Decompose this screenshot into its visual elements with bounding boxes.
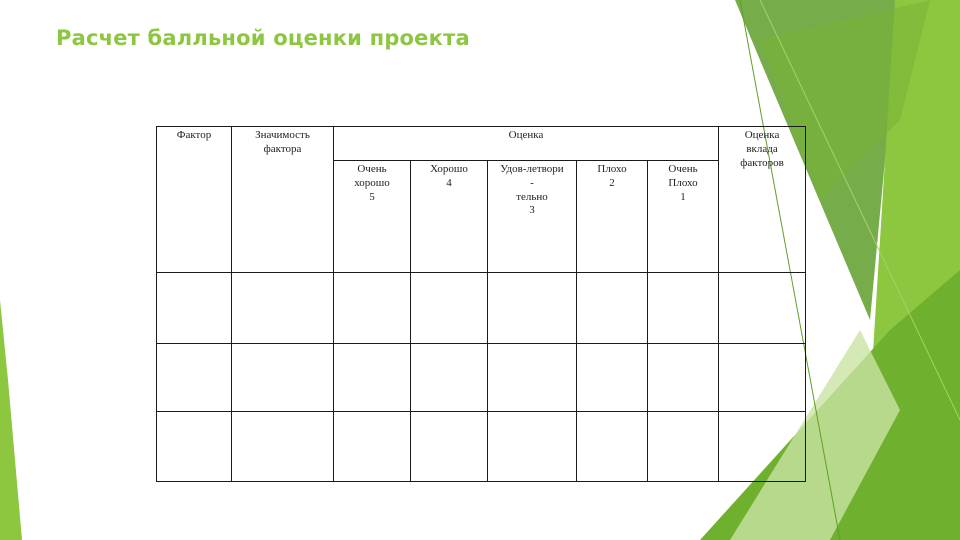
header-rating-label: Оценка xyxy=(508,129,544,141)
rating-1 xyxy=(648,161,719,273)
rating-3 xyxy=(488,161,577,273)
table-cell[interactable] xyxy=(719,411,806,481)
score-table xyxy=(156,126,806,482)
table-cell[interactable] xyxy=(488,343,577,411)
rating-4 xyxy=(411,161,488,273)
header-weight xyxy=(232,127,334,273)
table-cell[interactable] xyxy=(577,343,648,411)
table-cell[interactable] xyxy=(648,343,719,411)
table-cell[interactable] xyxy=(648,273,719,343)
table-row xyxy=(157,343,806,411)
table-cell[interactable] xyxy=(334,411,411,481)
rating-5 xyxy=(334,161,411,273)
rating-2 xyxy=(577,161,648,273)
table-cell[interactable] xyxy=(719,343,806,411)
table-cell[interactable] xyxy=(411,343,488,411)
rating-5-label: Очень хорошо 5 xyxy=(354,163,390,203)
table-cell[interactable] xyxy=(157,411,232,481)
table-row xyxy=(157,273,806,343)
header-rating xyxy=(334,127,719,161)
header-contribution-label: Оценка вклада факторов xyxy=(740,129,784,169)
table-cell[interactable] xyxy=(488,273,577,343)
table-cell[interactable] xyxy=(232,343,334,411)
table-cell[interactable] xyxy=(719,273,806,343)
header-contribution xyxy=(719,127,806,273)
header-row-1 xyxy=(157,127,806,161)
table-cell[interactable] xyxy=(157,343,232,411)
table-cell[interactable] xyxy=(334,273,411,343)
rating-4-label: Хорошо 4 xyxy=(430,163,468,189)
table-cell[interactable] xyxy=(577,411,648,481)
rating-1-label: Очень Плохо 1 xyxy=(668,163,698,203)
table-cell[interactable] xyxy=(648,411,719,481)
page-title: Расчет балльной оценки проекта xyxy=(56,26,470,50)
table-cell[interactable] xyxy=(411,273,488,343)
header-weight-label: Значимость фактора xyxy=(255,129,310,155)
table-cell[interactable] xyxy=(232,411,334,481)
table-cell[interactable] xyxy=(232,273,334,343)
green-stripe-left xyxy=(0,300,22,540)
table-cell[interactable] xyxy=(334,343,411,411)
header-factor-label: Фактор xyxy=(176,129,212,141)
header-factor xyxy=(157,127,232,273)
table-cell[interactable] xyxy=(488,411,577,481)
rating-3-label: Удов-летвори - тельно 3 xyxy=(500,163,564,217)
table-cell[interactable] xyxy=(411,411,488,481)
rating-2-label: Плохо 2 xyxy=(597,163,627,189)
table-row xyxy=(157,411,806,481)
table-cell[interactable] xyxy=(157,273,232,343)
table-cell[interactable] xyxy=(577,273,648,343)
